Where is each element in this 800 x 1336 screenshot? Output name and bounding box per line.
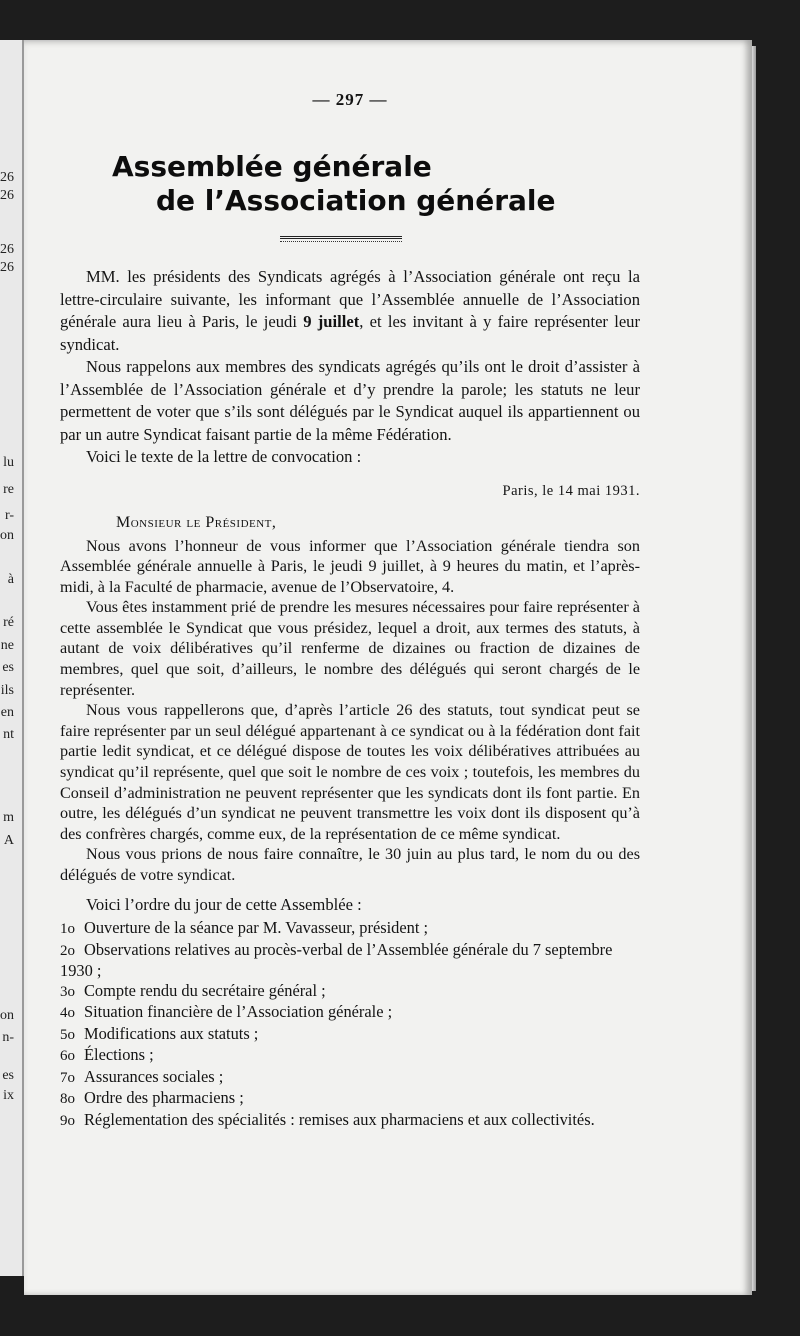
agenda-number: 8o <box>60 1091 75 1108</box>
agenda-item <box>60 1110 640 1132</box>
letter-paragraph: Vous êtes instamment prié de prendre les mesures nécessaires pour faire représenter à cette assemblée le Syndicat que vous présidez, lequel a droit, aux termes des statuts, à autant de voix délibératives qu’il renferme de dizaines ou fraction de dizaines de membres, quel que soit, d’ailleurs, le nombre des délégués qui seront chargés de le représenter. <box>60 598 640 699</box>
agenda-intro: Voici l’ordre du jour de cette Assemblée : <box>86 894 362 914</box>
page-number: — 297 — <box>312 90 388 109</box>
margin-fragment: 26 <box>0 188 14 203</box>
agenda-number: 2o <box>60 942 75 959</box>
agenda-item <box>60 1088 640 1110</box>
heading-line-1: Assemblée générale <box>112 150 432 183</box>
letter-paragraph: Nous vous rappellerons que, d’après l’article 26 des statuts, tout syndicat peut se faire représenter par un seul délégué appartenant à ce syndicat ou à la fédération dont fait partie ledit syndicat, et ce délégué dispose de toutes les voix délibératives attribuées au syndicat qu’il représente, quel que soit le nombre de ces voix ; toutefois, les membres du Conseil d’administration ne peuvent représenter que les syndicats dont ils font partie. En outre, les délégués d’un syndicat ne peuvent transmettre les voix dont ils disposent qu’à des confrères chargés, comme eux, de la représentation de ce même syndicat. <box>60 701 640 843</box>
margin-fragment: re <box>3 482 14 497</box>
margin-fragment: m <box>3 810 14 825</box>
letter-paragraph: Nous vous prions de nous faire connaître, le 30 juin au plus tard, le nom du ou des délégués de votre syndicat. <box>60 845 640 884</box>
agenda-item <box>60 1045 640 1067</box>
letter-salutation: Monsieur le Président, <box>116 513 277 531</box>
agenda-text: Ordre des pharmaciens ; <box>84 1088 244 1108</box>
agenda-text: Compte rendu du secrétaire général ; <box>84 980 326 1000</box>
intro-paragraph: Voici le texte de la lettre de convocation : <box>86 447 362 466</box>
decorative-rule <box>280 236 402 242</box>
page-content <box>60 90 640 1131</box>
margin-fragment: ne <box>0 638 14 653</box>
margin-fragment: r- <box>4 508 14 523</box>
margin-fragment: 26 <box>0 242 14 257</box>
margin-fragment: nt <box>3 727 14 742</box>
document-page <box>24 40 752 1295</box>
margin-fragment: lu <box>3 455 14 470</box>
agenda-number: 9o <box>60 1112 75 1129</box>
agenda-item <box>60 1024 640 1046</box>
agenda-number: 7o <box>60 1069 75 1086</box>
letter-body <box>60 536 640 886</box>
agenda-number: 6o <box>60 1048 75 1065</box>
agenda-item <box>60 981 640 1003</box>
intro-text: MM. les présidents des Syndicats agrégés à l’Association générale ont reçu la lettre-circulaire suivante, les informant que l’Assemblée annuelle de l’Association générale aura lieu à Paris, le jeudi <box>60 267 640 331</box>
margin-fragment: n- <box>2 1030 14 1045</box>
heading-line-2: de l’Association générale <box>156 184 556 217</box>
margin-fragment: ix <box>3 1088 14 1103</box>
intro-tail: , et les invitant à y faire représenter leur syndicat. <box>60 312 641 354</box>
margin-fragment: A <box>3 833 14 848</box>
agenda-item <box>60 1002 640 1024</box>
margin-fragment: à <box>7 572 14 587</box>
margin-fragment: es <box>2 1068 14 1083</box>
margin-fragment: on <box>0 1008 14 1023</box>
agenda-text: Ouverture de la séance par M. Vavasseur, président ; <box>84 918 429 938</box>
margin-fragment: ré <box>3 615 14 630</box>
agenda-text: Observations relatives au procès-verbal de l’Assemblée générale du 7 septembre 1930 ; <box>60 939 613 981</box>
margin-fragment: on <box>0 528 14 543</box>
agenda-number: 1o <box>60 921 75 938</box>
intro-bold-date: 9 juillet <box>303 312 360 331</box>
agenda-number: 5o <box>60 1026 75 1043</box>
letter-paragraph: Nous avons l’honneur de vous informer que l’Association générale tiendra son Assemblée générale annuelle à Paris, le jeudi 9 juillet, à 9 heures du matin, et l’après-midi, à la Faculté de pharmacie, avenue de l’Observatoire, 4. <box>60 536 640 596</box>
margin-fragment: 26 <box>0 170 14 185</box>
intro-paragraph: Nous rappelons aux membres des syndicats agrégés qu’ils ont le droit d’assister à l’Assemblée de l’Association générale et d’y prendre la parole; les statuts ne leur permettent de voter que s’ils sont délégués par le Syndicat auquel ils appartiennent ou par un autre Syndicat faisant partie de la même Fédération. <box>60 357 640 444</box>
agenda-item <box>60 1067 640 1089</box>
agenda-text: Élections ; <box>84 1045 154 1065</box>
agenda-item <box>60 940 640 981</box>
letter-date: Paris, le 14 mai 1931. <box>502 482 640 499</box>
agenda-text: Réglementation des spécialités : remises aux pharmaciens et aux collectivités. <box>84 1109 595 1129</box>
agenda-number: 3o <box>60 983 75 1000</box>
intro-paragraph <box>60 266 640 356</box>
margin-fragment: 26 <box>0 260 14 275</box>
agenda-item <box>60 918 640 940</box>
margin-fragment: es <box>2 660 14 675</box>
agenda-list <box>60 918 640 1131</box>
agenda-number: 4o <box>60 1005 75 1022</box>
agenda-text: Assurances sociales ; <box>84 1066 224 1086</box>
agenda-text: Situation financière de l’Association générale ; <box>84 1002 393 1022</box>
margin-fragment: ils <box>0 683 14 698</box>
agenda-text: Modifications aux statuts ; <box>84 1023 259 1043</box>
margin-fragment: en <box>0 705 14 720</box>
